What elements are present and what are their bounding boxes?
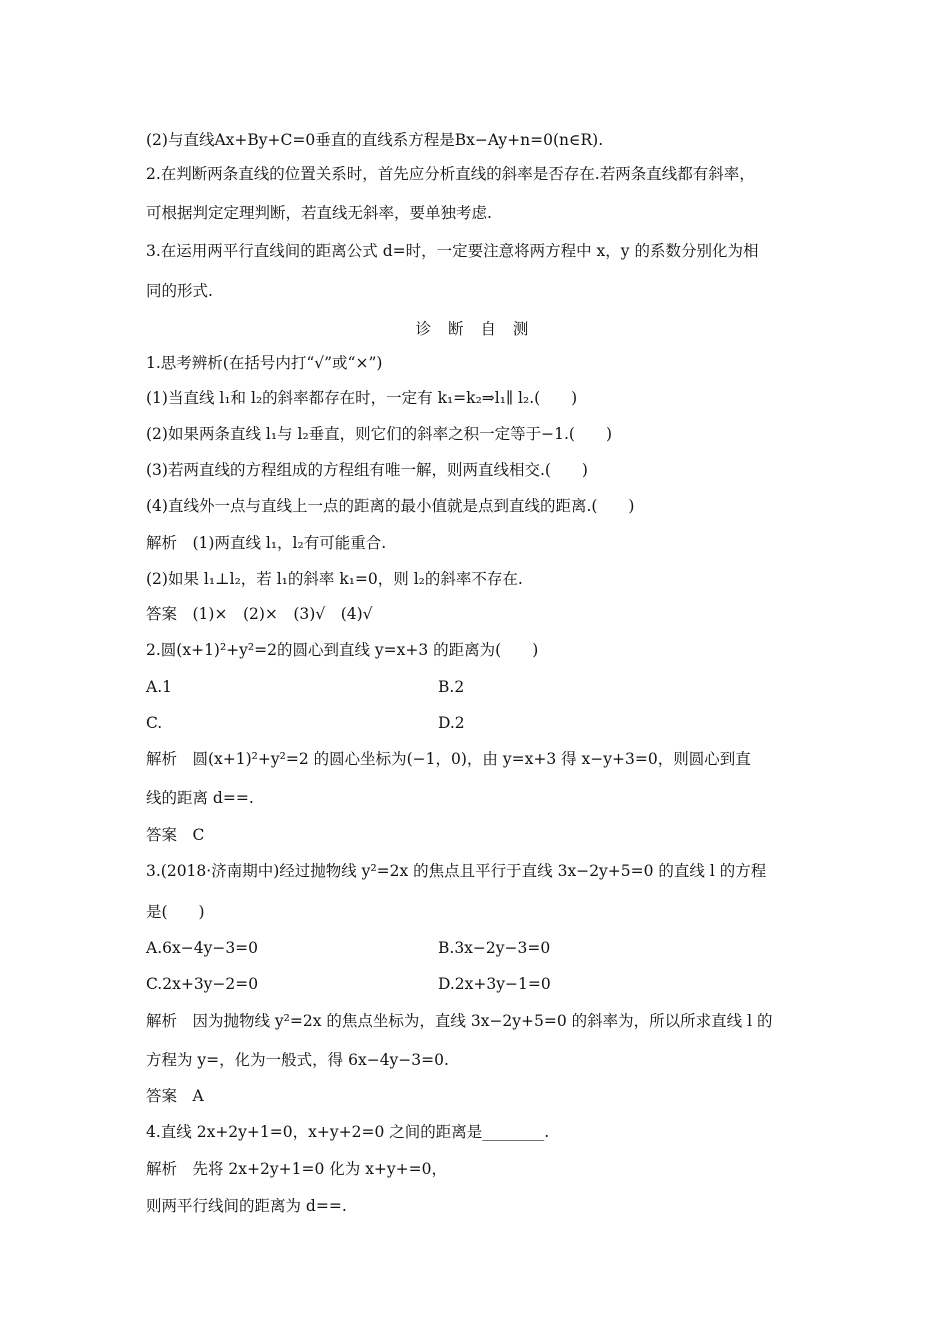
option-a: A.1 [146,678,172,696]
question-stem: 4.直线 2x+2y+1=0，x+y+2=0 之间的距离是________. [146,1123,550,1141]
question-stem: 1.思考辨析(在括号内打“√”或“×”) [146,354,383,372]
analysis-line: 解析 因为抛物线 y²=2x 的焦点坐标为，直线 3x−2y+5=0 的斜率为，所以所求直线 l 的 [146,1012,773,1030]
question-stem: 是( ) [146,903,205,921]
analysis-line: 方程为 y=，化为一般式，得 6x−4y−3=0. [146,1051,449,1069]
option-b: B.2 [438,678,465,696]
question-item: (3)若两直线的方程组成的方程组有唯一解，则两直线相交.( ) [146,461,588,479]
option-d: D.2x+3y−1=0 [438,975,551,993]
question-item: (1)当直线 l₁和 l₂的斜率都存在时，一定有 k₁=k₂⇒l₁∥ l₂.( ) [146,389,578,407]
option-c: C.2x+3y−2=0 [146,975,259,993]
analysis-line: 解析 (1)两直线 l₁，l₂有可能重合. [146,534,387,552]
paragraph-line: (2)与直线Ax+By+C=0垂直的直线系方程是Bx−Ay+n=0(n∈R). [146,131,604,149]
question-stem: 2.圆(x+1)²+y²=2的圆心到直线 y=x+3 的距离为( ) [146,641,539,659]
question-item: (4)直线外一点与直线上一点的距离的最小值就是点到直线的距离.( ) [146,497,635,515]
option-d: D.2 [438,714,465,732]
option-b: B.3x−2y−3=0 [438,939,551,957]
paragraph-line: 3.在运用两平行直线间的距离公式 d=时，一定要注意将两方程中 x，y 的系数分别化为相 [146,242,759,260]
answer-line: 答案 A [146,1087,204,1105]
paragraph-line: 可根据判定定理判断，若直线无斜率，要单独考虑. [146,204,492,222]
analysis-line: 解析 圆(x+1)²+y²=2 的圆心坐标为(−1，0)，由 y=x+3 得 x−y+3=0，则圆心到直 [146,750,751,768]
question-item: (2)如果两条直线 l₁与 l₂垂直，则它们的斜率之积一定等于−1.( ) [146,425,613,443]
paragraph-line: 2.在判断两条直线的位置关系时，首先应分析直线的斜率是否存在.若两条直线都有斜率， [146,165,755,183]
analysis-line: 则两平行线间的距离为 d==. [146,1197,347,1215]
analysis-line: (2)如果 l₁⊥l₂，若 l₁的斜率 k₁=0，则 l₂的斜率不存在. [146,570,523,588]
answer-line: 答案 C [146,826,205,844]
question-stem: 3.(2018·济南期中)经过抛物线 y²=2x 的焦点且平行于直线 3x−2y+5=0 的直线 l 的方程 [146,862,767,880]
section-title: 诊 断 自 测 [415,320,535,338]
analysis-line: 线的距离 d==. [146,789,254,807]
answer-line: 答案 (1)× (2)× (3)√ (4)√ [146,605,373,623]
option-a: A.6x−4y−3=0 [146,939,259,957]
option-c: C. [146,714,163,732]
analysis-line: 解析 先将 2x+2y+1=0 化为 x+y+=0， [146,1160,448,1178]
paragraph-line: 同的形式. [146,282,213,300]
